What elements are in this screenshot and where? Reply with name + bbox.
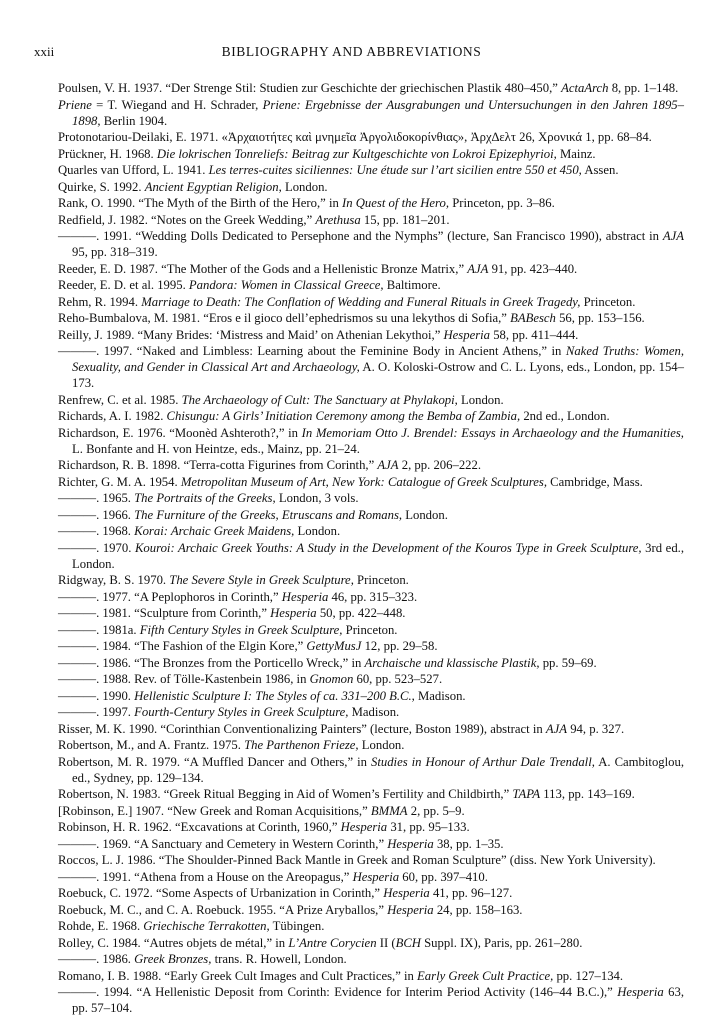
bibliography-entry: Richards, A. I. 1982. Chisungu: A Girls’ Initiation Ceremony among the Bemba of Zambia, 2nd ed., London.: [58, 409, 610, 423]
bibliography-entry: ———. 1970. Kouroi: Archaic Greek Youths: A Study in the Development of the Kouros Type in Greek Sculpture, 3rd ed., London.: [58, 540, 685, 571]
bibliography-entry: ———. 1991. “Wedding Dolls Dedicated to Persephone and the Nymphs” (lecture, San Francisco 1990), abstract in AJA 95, pp. 318–319.: [58, 229, 684, 259]
bibliography-entry: Quirke, S. 1992. Ancient Egyptian Religion, London.: [58, 179, 328, 194]
page-header: [34, 44, 669, 64]
bibliography-entry: Rank, O. 1990. “The Myth of the Birth of the Hero,” in In Quest of the Hero, Princeton, pp. 3–86.: [58, 196, 555, 210]
bibliography-entry: ———. 1984. “The Fashion of the Elgin Kore,” GettyMusJ 12, pp. 29–58.: [58, 639, 438, 653]
bibliography-entry: Renfrew, C. et al. 1985. The Archaeology of Cult: The Sanctuary at Phylakopi, London.: [58, 392, 504, 407]
bibliography-entry: Rolley, C. 1984. “Autres objets de métal,” in L’Antre Corycien II (BCH Suppl. IX), Paris, pp. 261–280.: [58, 935, 583, 950]
bibliography-entry: Robertson, N. 1983. “Greek Ritual Begging in Aid of Women’s Fertility and Childbirth,” TAPA 113, pp. 143–169.: [58, 787, 635, 801]
bibliography-entry: ———. 1986. “The Bronzes from the Porticello Wreck,” in Archaische und klassische Plastik, pp. 59–69.: [58, 655, 597, 670]
bibliography-entry: Reeder, E. D. et al. 1995. Pandora: Women in Classical Greece, Baltimore.: [58, 278, 441, 292]
bibliography-entry: Roebuck, M. C., and C. A. Roebuck. 1955. “A Prize Aryballos,” Hesperia 24, pp. 158–163.: [58, 902, 523, 917]
bibliography-entry: ———. 1997. Fourth-Century Styles in Greek Sculpture, Madison.: [58, 705, 400, 719]
bibliography-entry: Rehm, R. 1994. Marriage to Death: The Conflation of Wedding and Funeral Rituals in Greek Tragedy, Princeton.: [58, 294, 636, 309]
bibliography-entry: ———. 1969. “A Sanctuary and Cemetery in Western Corinth,” Hesperia 38, pp. 1–35.: [58, 836, 504, 851]
bibliography-entry: ———. 1988. Rev. of Tölle-Kastenbein 1986, in Gnomon 60, pp. 523–527.: [58, 672, 443, 686]
bibliography-entry: ———. 1990. Hellenistic Sculpture I: The Styles of ca. 331–200 B.C., Madison.: [58, 688, 466, 703]
page-number: xxii: [34, 44, 55, 59]
bibliography-entry: Roccos, L. J. 1986. “The Shoulder-Pinned Back Mantle in Greek and Roman Sculpture” (diss. New York University).: [58, 853, 656, 867]
bibliography-entry: Reeder, E. D. 1987. “The Mother of the Gods and a Hellenistic Bronze Matrix,” AJA 91, pp. 423–440.: [58, 261, 578, 276]
bibliography-entry: ———. 1994. “A Hellenistic Deposit from Corinth: Evidence for Interim Period Activity (146–44 B.C.),” Hesperia 63, pp. 57–104.: [58, 985, 684, 1015]
bibliography-entry: Protonotariou-Deilaki, E. 1971. «Ἀρχαιοτήτες καὶ μνημεῖα Ἀργολιδοκορίνθιας», Ἀρχ∆ελτ 26, Χρονικά 1, pp. 68–84.: [58, 130, 652, 144]
bibliography-list: [58, 80, 684, 1017]
bibliography-entry: Richter, G. M. A. 1954. Metropolitan Museum of Art, New York: Catalogue of Greek Sculptures, Cambridge, Mass.: [58, 474, 643, 489]
bibliography-entry: Roebuck, C. 1972. “Some Aspects of Urbanization in Corinth,” Hesperia 41, pp. 96–127.: [58, 886, 513, 900]
bibliography-entry: Reho-Bumbalova, M. 1981. “Eros e il gioco dell’ephedrismos su una lekythos di Sofia,” BABesch 56, pp. 153–156.: [58, 311, 645, 325]
bibliography-entry: Redfield, J. 1982. “Notes on the Greek Wedding,” Arethusa 15, pp. 181–201.: [58, 212, 450, 227]
bibliography-entry: ———. 1981. “Sculpture from Corinth,” Hesperia 50, pp. 422–448.: [58, 606, 406, 620]
bibliography-entry: ———. 1965. The Portraits of the Greeks, London, 3 vols.: [58, 491, 359, 505]
bibliography-entry: Robertson, M. R. 1979. “A Muffled Dancer and Others,” in Studies in Honour of Arthur Dale Trendall, A. Cambitoglou, ed., Sydney, pp. 129–134.: [58, 754, 685, 785]
bibliography-entry: Richardson, E. 1976. “Moonèd Ashteroth?,” in In Memoriam Otto J. Brendel: Essays in Archaeology and the Humanities, L. Bonfante and H. von Heintze, eds., Mainz, pp. 21–24.: [58, 425, 684, 456]
bibliography-entry: Prückner, H. 1968. Die lokrischen Tonreliefs: Beitrag zur Kultgeschichte von Lokroi Epizephyrioi, Mainz.: [58, 146, 596, 161]
bibliography-entry: Poulsen, V. H. 1937. “Der Strenge Stil: Studien zur Geschichte der griechischen Plastik 480–450,” ActaArch 8, pp. 1–148.: [58, 81, 679, 95]
bibliography-entry: Richardson, R. B. 1898. “Terra-cotta Figurines from Corinth,” AJA 2, pp. 206–222.: [58, 458, 482, 472]
bibliography-entry: Robinson, H. R. 1962. “Excavations at Corinth, 1960,” Hesperia 31, pp. 95–133.: [58, 820, 470, 834]
bibliography-entry: Priene = T. Wiegand and H. Schrader, Priene: Ergebnisse der Ausgrabungen und Untersuchungen in den Jahren 1895–1898, Berlin 1904.: [58, 97, 684, 128]
bibliography-entry: Robertson, M., and A. Frantz. 1975. The Parthenon Frieze, London.: [58, 738, 405, 752]
bibliography-entry: ———. 1986. Greek Bronzes, trans. R. Howell, London.: [58, 952, 347, 966]
bibliography-entry: ———. 1981a. Fifth Century Styles in Greek Sculpture, Princeton.: [58, 622, 398, 637]
bibliography-entry: ———. 1966. The Furniture of the Greeks, Etruscans and Romans, London.: [58, 507, 448, 522]
bibliography-entry: Reilly, J. 1989. “Many Brides: ‘Mistress and Maid’ on Athenian Lekythoi,” Hesperia 58, pp. 411–444.: [58, 327, 579, 342]
bibliography-entry: Risser, M. K. 1990. “Corinthian Conventionalizing Painters” (lecture, Boston 1989), abstract in AJA 94, p. 327.: [58, 721, 625, 736]
bibliography-entry: Rohde, E. 1968. Griechische Terrakotten, Tübingen.: [58, 919, 325, 933]
bibliography-entry: Ridgway, B. S. 1970. The Severe Style in Greek Sculpture, Princeton.: [58, 573, 409, 587]
bibliography-entry: ———. 1991. “Athena from a House on the Areopagus,” Hesperia 60, pp. 397–410.: [58, 869, 488, 884]
page-title: BIBLIOGRAPHY AND ABBREVIATIONS: [221, 44, 482, 59]
bibliography-entry: ———. 1977. “A Peplophoros in Corinth,” Hesperia 46, pp. 315–323.: [58, 589, 418, 604]
bibliography-entry: Quarles van Ufford, L. 1941. Les terres-cuites siciliennes: Une étude sur l’art sicilien entre 550 et 450, Assen.: [58, 163, 619, 177]
bibliography-entry: ———. 1997. “Naked and Limbless: Learning about the Feminine Body in Ancient Athens,” in Naked Truths: Women, Sexuality, and Gender in Classical Art and Archaeology, A. O. Koloski-Ostrow and C. L. Lyons, eds., London, pp. 154–173.: [58, 344, 684, 390]
bibliography-entry: [Robinson, E.] 1907. “New Greek and Roman Acquisitions,” BMMA 2, pp. 5–9.: [58, 803, 465, 818]
bibliography-entry: ———. 1968. Korai: Archaic Greek Maidens, London.: [58, 524, 341, 538]
bibliography-entry: Romano, I. B. 1988. “Early Greek Cult Images and Cult Practices,” in Early Greek Cult Practice, pp. 127–134.: [58, 968, 624, 983]
